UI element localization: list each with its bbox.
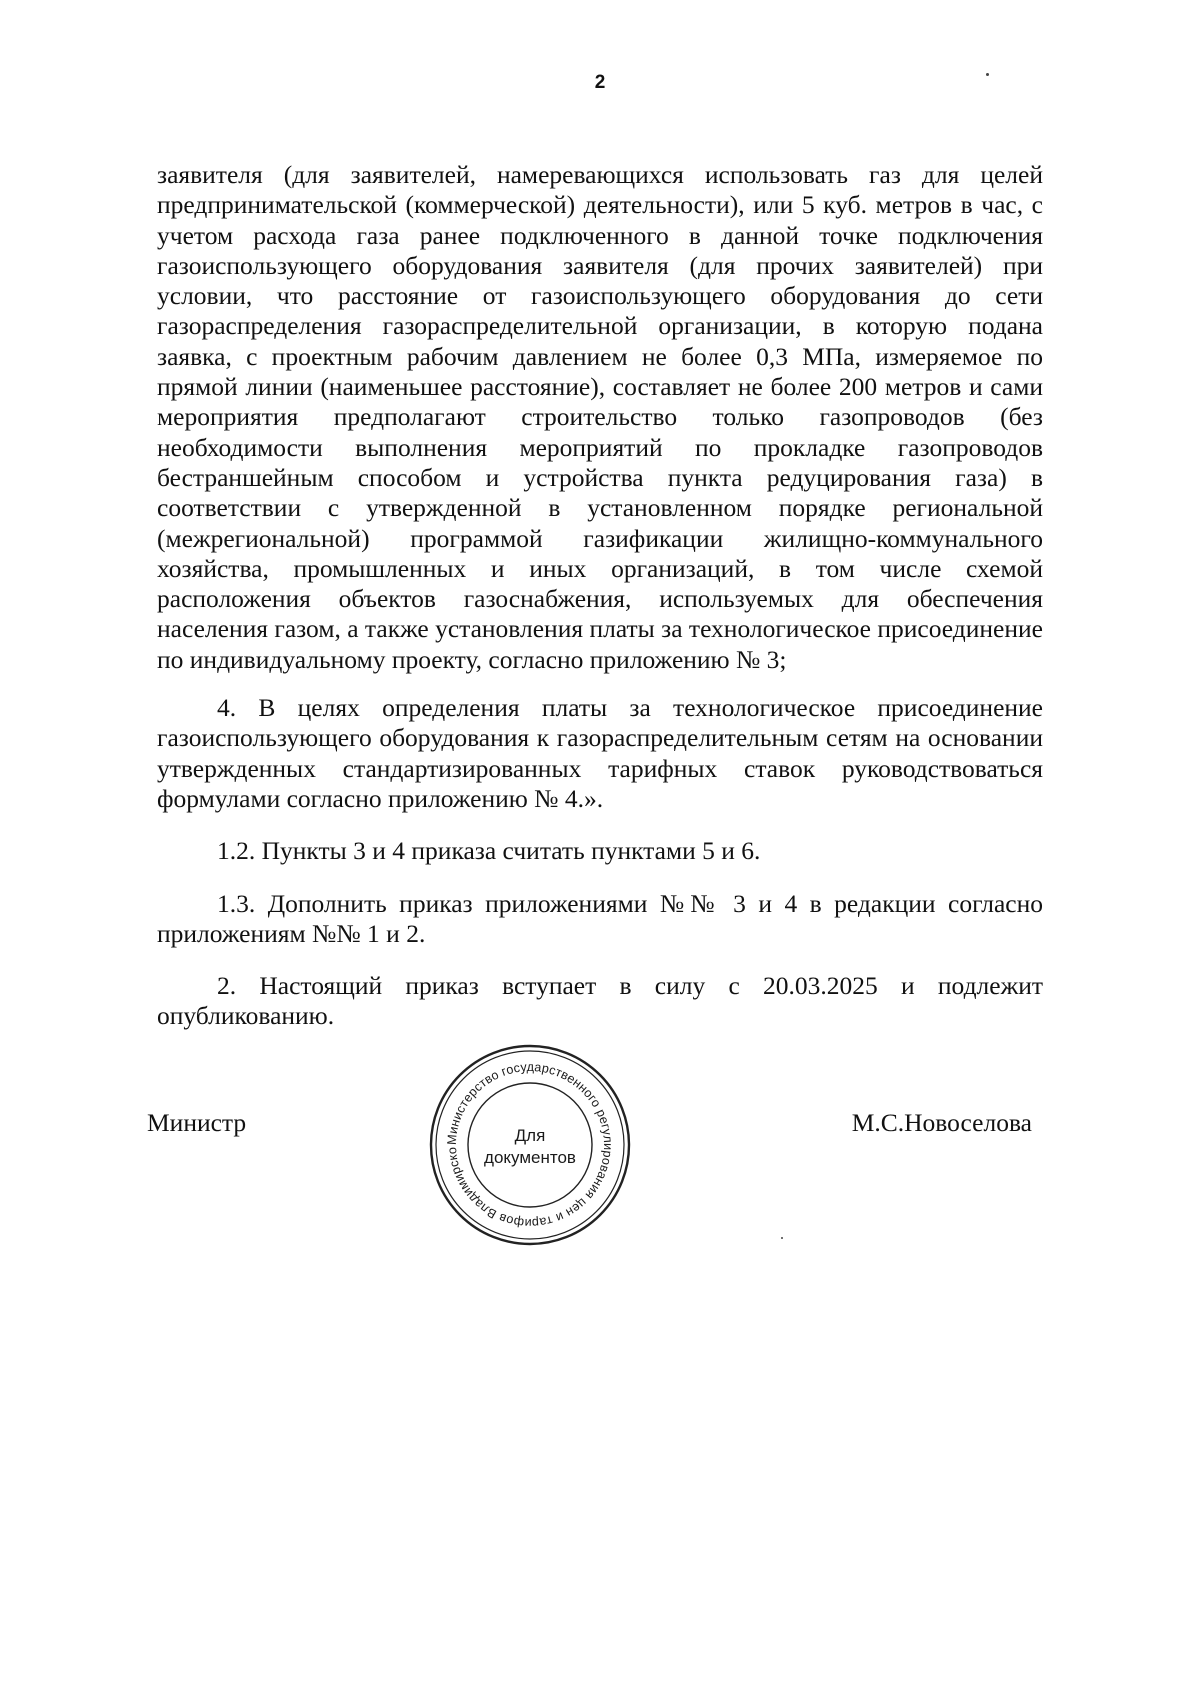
signatory-name: М.С.Новоселова — [851, 1108, 1032, 1137]
stamp-ring-text: Министерство государственного регулирования цен и тарифов Владимирско — [444, 1059, 616, 1231]
paragraph-point-4: 4. В целях определения платы за технологическое присоединение газоиспользующего оборудования к газораспределительным сетям на основании утвержденных стандартизированных тарифных ставок руководствоваться формулами согласно приложению № 4.». — [157, 693, 1043, 813]
stamp-seal-icon — [425, 1040, 635, 1250]
page-number: 2 — [594, 72, 606, 93]
stamp-center-line-2: документов — [484, 1148, 576, 1167]
paragraph-point-2: 2. Настоящий приказ вступает в силу с 20.03.2025 и подлежит опубликованию. — [157, 971, 1043, 1031]
scan-speck — [986, 73, 989, 76]
official-stamp — [425, 1040, 635, 1250]
stamp-center-line-1: Для — [514, 1126, 546, 1145]
paragraph-point-1-2: 1.2. Пункты 3 и 4 приказа считать пунктами 5 и 6. — [217, 836, 761, 866]
signatory-title: Министр — [147, 1108, 247, 1137]
paragraph-point-1-3: 1.3. Дополнить приказ приложениями №№ 3 и 4 в редакции согласно приложениям №№ 1 и 2. — [157, 888, 1043, 948]
signature-block — [0, 1040, 1200, 1280]
document-body — [157, 160, 1043, 1032]
paragraph-continuation: заявителя (для заявителей, намеревающихся использовать газ для целей предпринимательской (коммерческой) деятельности), или 5 куб. метров в час, с учетом расхода газа ранее подключенного в данной точке подключения газоиспользующего оборудования заявителя (для прочих заявителей) при условии, что расстояние от газоиспользующего оборудования до сети газораспределения газораспределительной организации, в которую подана заявка, с проектным рабочим давлением не более 0,3 МПа, измеряемое по прямой линии (наименьшее расстояние), составляет не более 200 метров и сами мероприятия предполагают строительство только газопроводов (без необходимости выполнения мероприятий по прокладке газопроводов бестраншейным способом и устройства пункта редуцирования газа) в соответствии с утвержденной в установленном порядке региональной (межрегиональной) программой газификации жилищно-коммунального хозяйства, промышленных и иных организаций, в том числе схемой расположения объектов газоснабжения, используемых для обеспечения населения газом, а также установления платы за технологическое присоединение по индивидуальному проекту, согласно приложению № 3; — [157, 160, 1043, 674]
